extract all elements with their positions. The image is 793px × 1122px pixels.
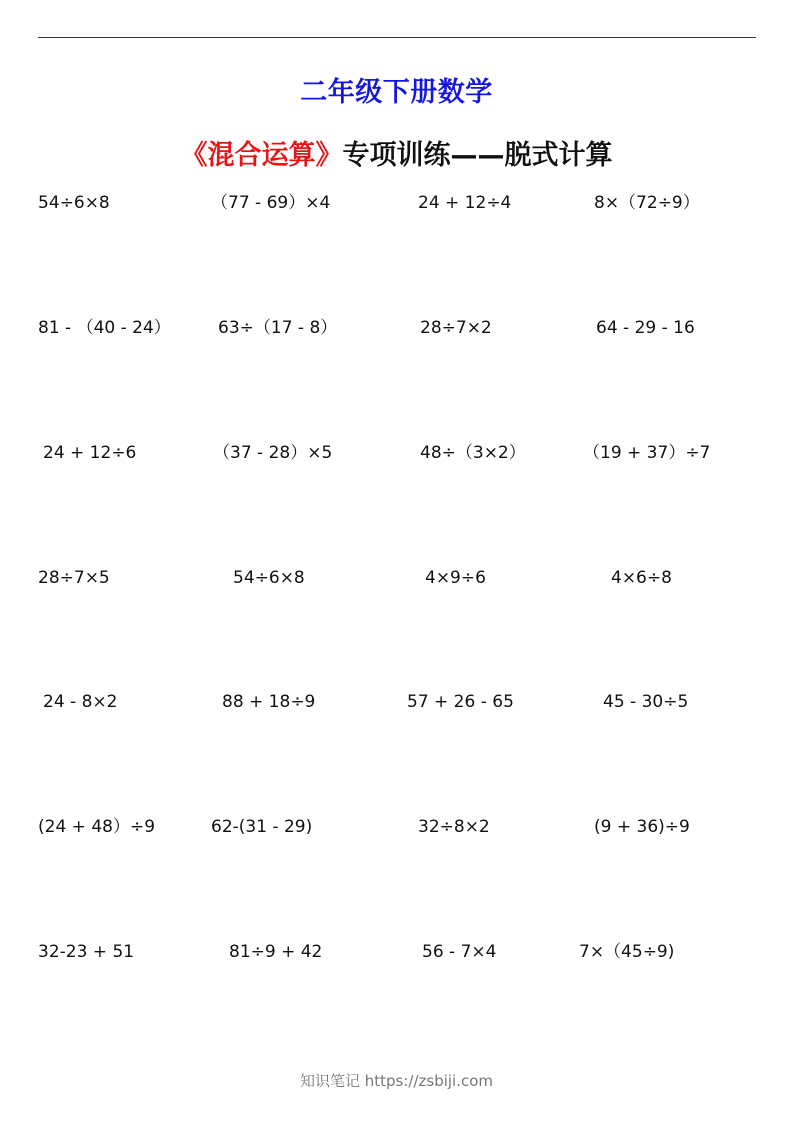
problem-item: 24 + 12÷4 (418, 193, 512, 213)
problem-row (0, 815, 793, 839)
problem-item: 88 + 18÷9 (222, 692, 316, 712)
page-title: 二年级下册数学 (300, 77, 493, 108)
problem-item: 57 + 26 - 65 (407, 692, 514, 712)
problem-item: （37 - 28）×5 (213, 443, 333, 463)
problem-item: (24 + 48）÷9 (38, 817, 156, 837)
problem-item: 54÷6×8 (38, 193, 110, 213)
problem-item: 54÷6×8 (233, 568, 305, 588)
problem-item: 63÷（17 - 8） (218, 318, 338, 338)
problem-item: 4×6÷8 (611, 568, 672, 588)
problem-item: (9 + 36)÷9 (594, 817, 690, 837)
problem-item: 24 + 12÷6 (43, 443, 137, 463)
problem-item: 24 - 8×2 (43, 692, 118, 712)
problem-item: 8×（72÷9） (594, 193, 700, 213)
subtitle-rest: 专项训练——脱式计算 (342, 140, 613, 171)
problem-item: 32÷8×2 (418, 817, 490, 837)
problem-item: 48÷（3×2） (420, 443, 526, 463)
problem-row (0, 940, 793, 964)
problem-item: 81÷9 + 42 (229, 942, 323, 962)
problem-item: 7×（45÷9) (579, 942, 675, 962)
problem-item: 81 - （40 - 24） (38, 318, 171, 338)
footer-watermark: 知识笔记 https://zsbiji.com (299, 1072, 494, 1090)
problem-item: 32-23 + 51 (38, 942, 135, 962)
problem-row (0, 191, 793, 215)
problem-row (0, 316, 793, 340)
problem-item: （19 + 37）÷7 (583, 443, 711, 463)
subtitle-highlight: 《混合运算》 (180, 140, 343, 171)
problem-item: 28÷7×5 (38, 568, 110, 588)
problem-row (0, 566, 793, 590)
problem-item: （77 - 69）×4 (211, 193, 331, 213)
problem-row (0, 690, 793, 714)
problem-item: 62-(31 - 29) (211, 817, 313, 837)
problem-item: 64 - 29 - 16 (596, 318, 695, 338)
problem-item: 4×9÷6 (425, 568, 486, 588)
problem-item: 56 - 7×4 (422, 942, 497, 962)
problem-row (0, 441, 793, 465)
problem-item: 28÷7×2 (420, 318, 492, 338)
problem-item: 45 - 30÷5 (603, 692, 689, 712)
